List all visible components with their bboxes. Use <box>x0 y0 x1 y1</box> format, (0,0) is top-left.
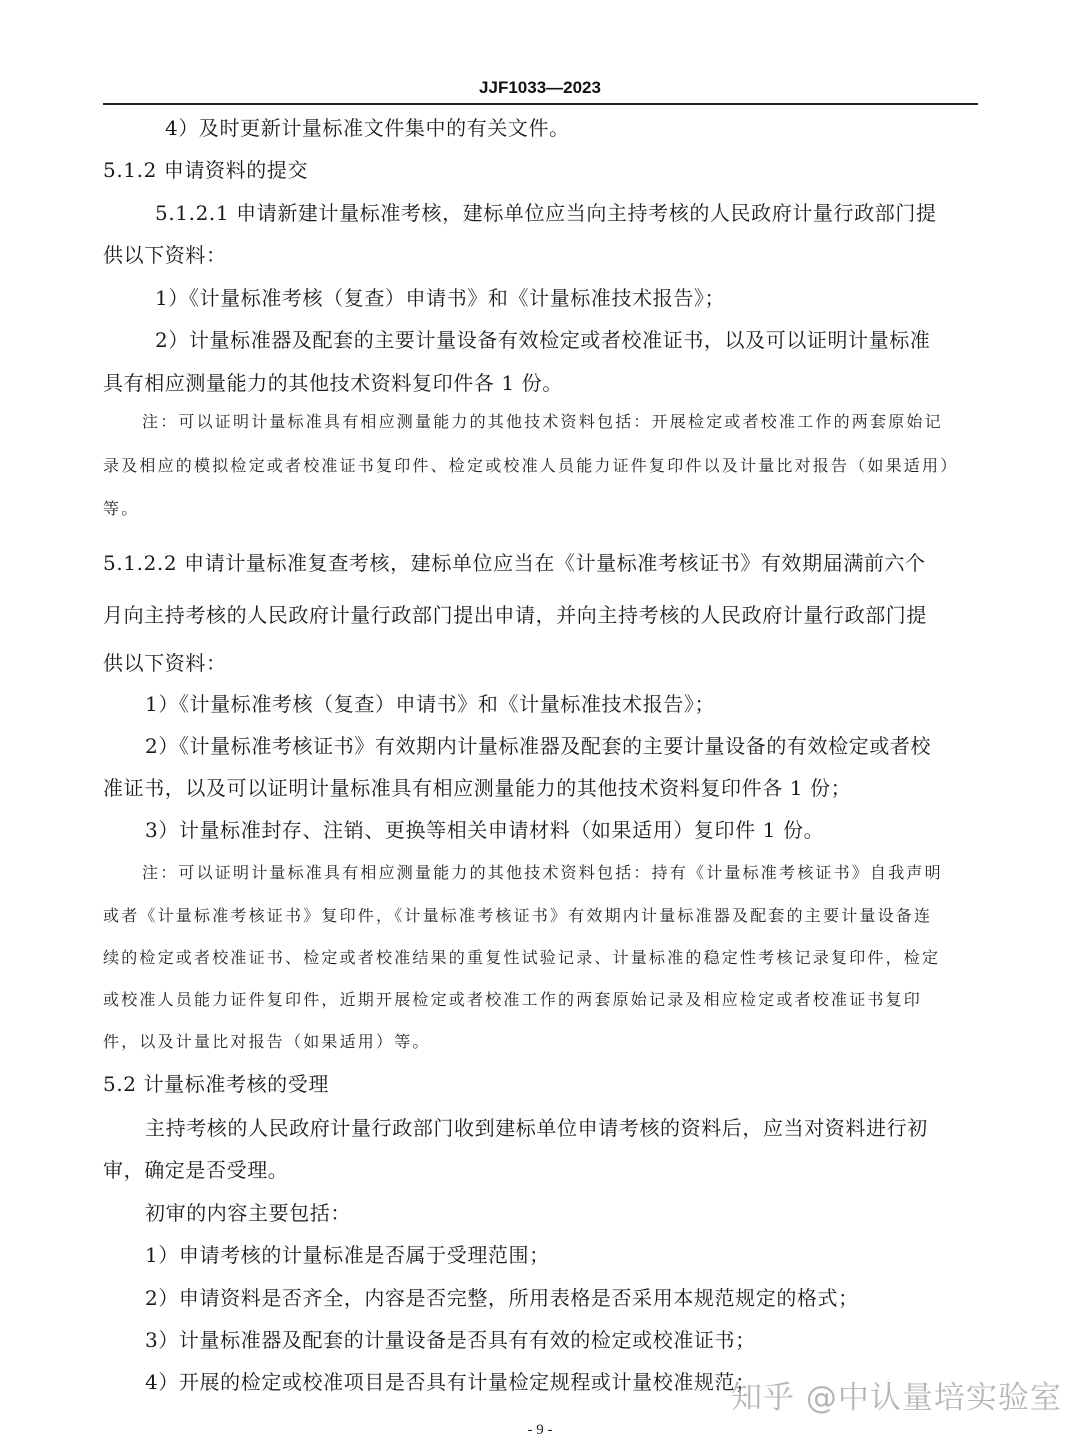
body-line: 主持考核的人民政府计量行政部门收到建标单位申请考核的资料后，应当对资料进行初 <box>145 1116 928 1140</box>
body-line: 5.1.2.1 申请新建计量标准考核，建标单位应当向主持考核的人民政府计量行政部门提 <box>155 201 937 225</box>
body-line: 审，确定是否受理。 <box>103 1158 289 1182</box>
list-item: 2）计量标准器及配套的主要计量设备有效检定或者校准证书，以及可以证明计量标准 <box>155 328 931 352</box>
note-line: 录及相应的模拟检定或者校准证书复印件、检定或校准人员能力证件复印件以及计量比对报告（如果适用） <box>103 456 959 475</box>
body-line: 初审的内容主要包括： <box>145 1201 351 1225</box>
body-line: 供以下资料： <box>103 243 227 267</box>
body-line: 供以下资料： <box>103 651 227 675</box>
note-line: 注：可以证明计量标准具有相应测量能力的其他技术资料包括：持有《计量标准考核证书》自我声明 <box>142 863 943 882</box>
zhihu-watermark: 知乎 @中认量培实验室 <box>731 1380 1062 1416</box>
body-line: 4）及时更新计量标准文件集中的有关文件。 <box>165 116 570 140</box>
note-line: 续的检定或者校准证书、检定或者校准结果的重复性试验记录、计量标准的稳定性考核记录复印件，检定 <box>103 948 941 967</box>
list-item: 1）申请考核的计量标准是否属于受理范围； <box>145 1243 550 1267</box>
body-line: 月向主持考核的人民政府计量行政部门提出申请，并向主持考核的人民政府计量行政部门提 <box>103 603 927 627</box>
list-item: 2）《计量标准考核证书》有效期内计量标准器及配套的主要计量设备的有效检定或者校 <box>145 734 932 758</box>
note-line: 或校准人员能力证件复印件，近期开展检定或者校准工作的两套原始记录及相应检定或者校准证书复印 <box>103 990 923 1009</box>
list-item: 1）《计量标准考核（复查）申请书》和《计量标准技术报告》； <box>155 286 726 310</box>
list-item: 3）计量标准封存、注销、更换等相关申请材料（如果适用）复印件 1 份。 <box>145 818 825 842</box>
section-heading: 5.1.2 申请资料的提交 <box>103 158 309 182</box>
document-code: JJF1033—2023 <box>479 78 601 97</box>
list-item: 2）申请资料是否齐全，内容是否完整，所用表格是否采用本规范规定的格式； <box>145 1286 859 1310</box>
section-heading: 5.2 计量标准考核的受理 <box>103 1072 329 1096</box>
body-line: 具有相应测量能力的其他技术资料复印件各 1 份。 <box>103 371 563 395</box>
list-item: 4）开展的检定或校准项目是否具有计量检定规程或计量校准规范； <box>145 1370 756 1394</box>
body-line: 5.1.2.2 申请计量标准复查考核，建标单位应当在《计量标准考核证书》有效期届满前六个 <box>103 551 926 575</box>
header-divider <box>103 103 978 105</box>
note-line: 或者《计量标准考核证书》复印件，《计量标准考核证书》有效期内计量标准器及配套的主要计量设备连 <box>103 906 933 925</box>
note-line: 注：可以证明计量标准具有相应测量能力的其他技术资料包括：开展检定或者校准工作的两套原始记 <box>142 412 943 431</box>
list-item: 1）《计量标准考核（复查）申请书》和《计量标准技术报告》； <box>145 692 716 716</box>
list-item: 3）计量标准器及配套的计量设备是否具有有效的检定或校准证书； <box>145 1328 756 1352</box>
page-number: - 9 - <box>527 1422 553 1438</box>
body-line: 准证书，以及可以证明计量标准具有相应测量能力的其他技术资料复印件各 1 份； <box>103 776 852 800</box>
note-line: 等。 <box>103 499 140 518</box>
note-line: 件，以及计量比对报告（如果适用）等。 <box>103 1032 431 1051</box>
